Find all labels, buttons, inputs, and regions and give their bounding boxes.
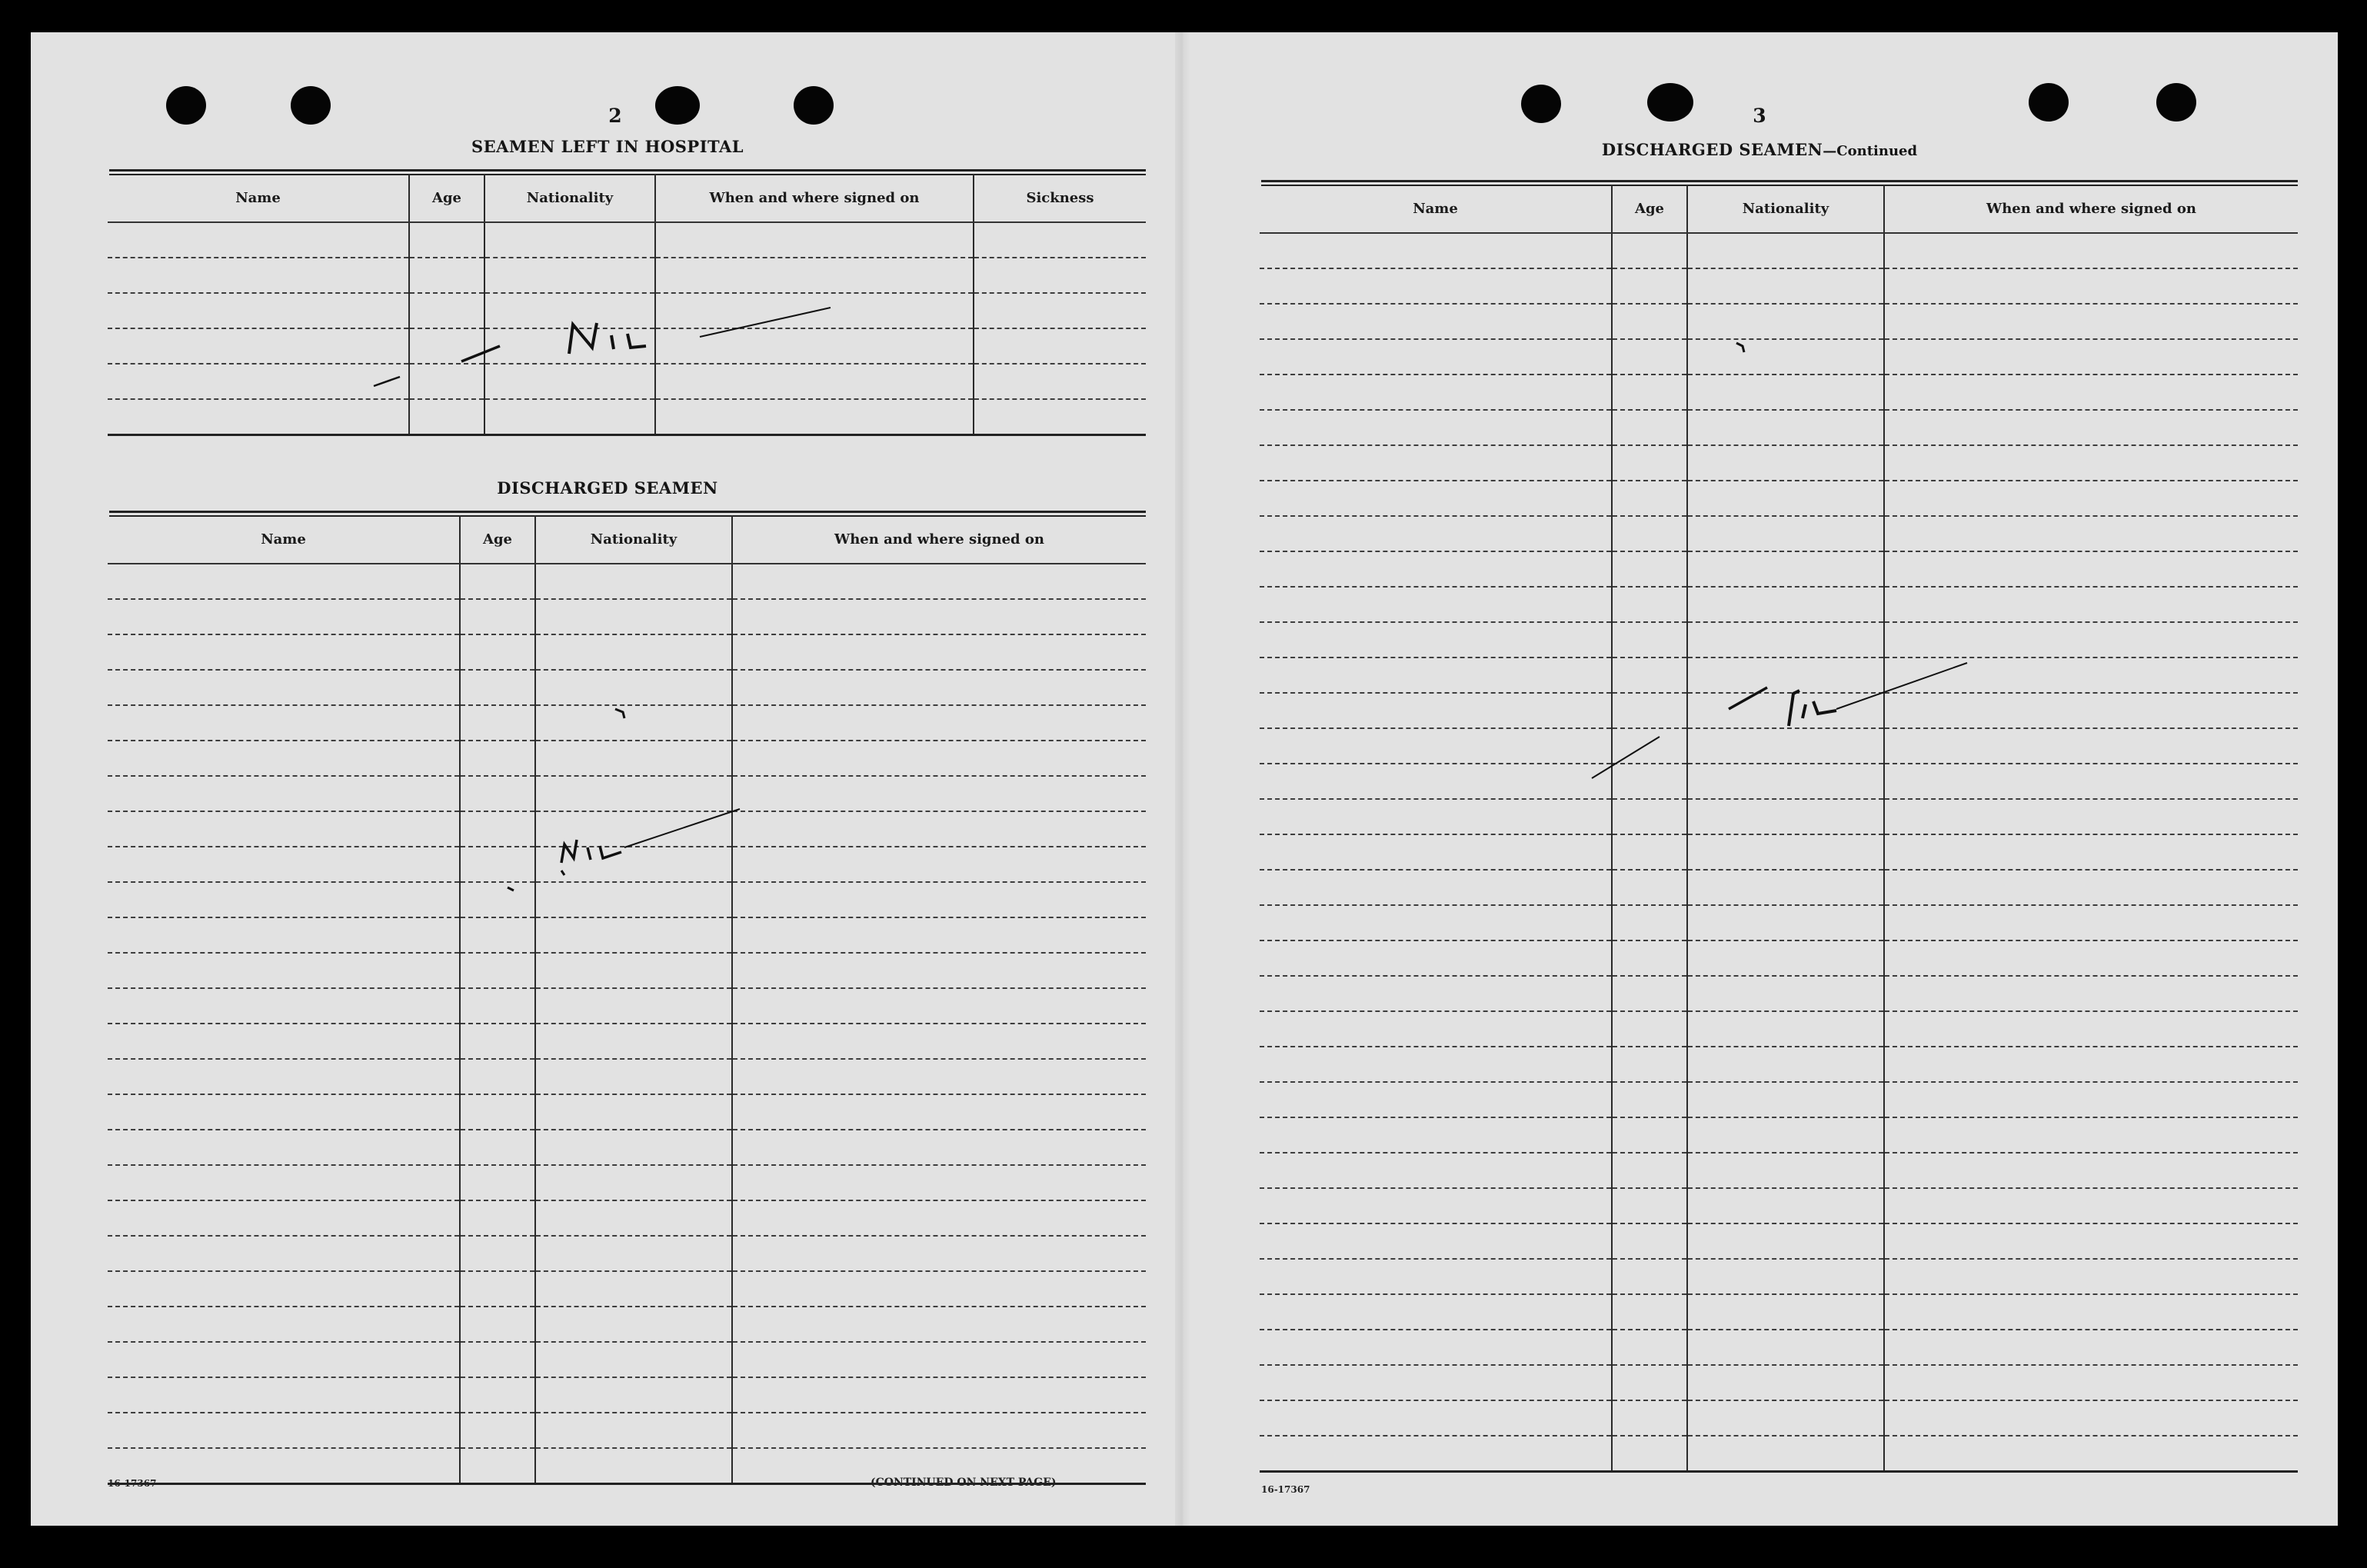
column-header: Age bbox=[1612, 185, 1687, 233]
blank-cell bbox=[1687, 1294, 1884, 1330]
blank-cell bbox=[1260, 1011, 1612, 1047]
blank-cell bbox=[1260, 1400, 1612, 1436]
column-header: Nationality bbox=[1687, 185, 1884, 233]
blank-cell bbox=[1612, 1294, 1687, 1330]
discharged-section-title: DISCHARGED SEAMEN bbox=[497, 478, 718, 498]
column-header: Name bbox=[108, 515, 460, 564]
blank-cell bbox=[974, 364, 1146, 399]
blank-cell bbox=[460, 1024, 535, 1059]
blank-cell bbox=[732, 1271, 1146, 1307]
punch-hole-icon bbox=[166, 86, 206, 125]
blank-cell bbox=[460, 1413, 535, 1448]
blank-cell bbox=[1884, 1117, 2298, 1153]
blank-cell bbox=[108, 1307, 460, 1342]
blank-cell bbox=[1260, 976, 1612, 1011]
punch-hole-icon bbox=[1521, 85, 1561, 123]
blank-cell bbox=[460, 1342, 535, 1377]
blank-cell bbox=[460, 953, 535, 988]
blank-cell bbox=[1884, 1294, 2298, 1330]
blank-cell bbox=[535, 1094, 732, 1130]
punch-hole-icon bbox=[1647, 83, 1693, 122]
blank-cell bbox=[1260, 1188, 1612, 1223]
blank-cell bbox=[732, 776, 1146, 811]
blank-cell bbox=[732, 1094, 1146, 1130]
blank-cell bbox=[535, 1236, 732, 1271]
blank-cell bbox=[1260, 693, 1612, 728]
table-row bbox=[1260, 1436, 2298, 1472]
blank-cell bbox=[1687, 1436, 1884, 1472]
blank-cell bbox=[535, 1448, 732, 1484]
blank-cell bbox=[108, 1342, 460, 1377]
punch-hole-icon bbox=[794, 86, 834, 125]
blank-cell bbox=[108, 1094, 460, 1130]
table-row bbox=[108, 1094, 1146, 1130]
table-row bbox=[108, 1377, 1146, 1413]
blank-cell bbox=[535, 1271, 732, 1307]
blank-cell bbox=[409, 222, 484, 258]
blank-cell bbox=[1260, 268, 1612, 304]
form-number: 16-17367 bbox=[1261, 1484, 1310, 1495]
blank-cell bbox=[732, 988, 1146, 1024]
blank-cell bbox=[460, 634, 535, 670]
blank-cell bbox=[535, 988, 732, 1024]
blank-cell bbox=[1687, 1365, 1884, 1400]
blank-cell bbox=[108, 1448, 460, 1484]
title-main: DISCHARGED SEAMEN bbox=[1601, 140, 1823, 159]
blank-cell bbox=[1612, 1153, 1687, 1188]
blank-cell bbox=[1687, 1011, 1884, 1047]
blank-cell bbox=[1612, 1400, 1687, 1436]
table-row bbox=[108, 1271, 1146, 1307]
blank-cell bbox=[1260, 940, 1612, 976]
table-row bbox=[1260, 870, 2298, 905]
table-row bbox=[1260, 233, 2298, 268]
blank-cell bbox=[974, 258, 1146, 293]
punch-hole-icon bbox=[655, 86, 700, 125]
table-row bbox=[108, 1059, 1146, 1094]
blank-cell bbox=[974, 222, 1146, 258]
blank-cell bbox=[1612, 905, 1687, 940]
column-header: When and where signed on bbox=[655, 174, 974, 222]
blank-cell bbox=[1884, 1011, 2298, 1047]
blank-cell bbox=[108, 399, 409, 435]
blank-cell bbox=[460, 1271, 535, 1307]
blank-cell bbox=[535, 917, 732, 953]
column-header: When and where signed on bbox=[732, 515, 1146, 564]
blank-cell bbox=[1612, 976, 1687, 1011]
blank-cell bbox=[1612, 1117, 1687, 1153]
blank-cell bbox=[732, 599, 1146, 634]
blank-cell bbox=[974, 399, 1146, 435]
blank-cell bbox=[1687, 233, 1884, 268]
blank-cell bbox=[108, 258, 409, 293]
table-row bbox=[1260, 1011, 2298, 1047]
blank-cell bbox=[535, 1059, 732, 1094]
blank-cell bbox=[1612, 233, 1687, 268]
blank-cell bbox=[732, 917, 1146, 953]
punch-hole-icon bbox=[2029, 83, 2069, 122]
blank-cell bbox=[1260, 1082, 1612, 1117]
blank-cell bbox=[1884, 1047, 2298, 1082]
blank-cell bbox=[732, 811, 1146, 847]
blank-cell bbox=[535, 1165, 732, 1200]
blank-cell bbox=[732, 1413, 1146, 1448]
blank-cell bbox=[460, 1130, 535, 1165]
blank-cell bbox=[108, 776, 460, 811]
blank-cell bbox=[108, 882, 460, 917]
table-row bbox=[108, 599, 1146, 634]
blank-cell bbox=[535, 599, 732, 634]
blank-cell bbox=[732, 670, 1146, 705]
blank-cell bbox=[1260, 799, 1612, 834]
blank-cell bbox=[1260, 1047, 1612, 1082]
table-row bbox=[108, 988, 1146, 1024]
blank-cell bbox=[732, 1200, 1146, 1236]
blank-cell bbox=[1260, 516, 1612, 551]
blank-cell bbox=[732, 564, 1146, 599]
blank-cell bbox=[1260, 764, 1612, 799]
hospital-section-title: SEAMEN LEFT IN HOSPITAL bbox=[471, 137, 744, 156]
blank-cell bbox=[1260, 657, 1612, 693]
table-row bbox=[108, 1024, 1146, 1059]
blank-cell bbox=[1687, 1223, 1884, 1259]
blank-cell bbox=[460, 1377, 535, 1413]
punch-hole-icon bbox=[2156, 83, 2196, 122]
table-row bbox=[1260, 1117, 2298, 1153]
table-row bbox=[1260, 1365, 2298, 1400]
blank-cell bbox=[1687, 268, 1884, 304]
blank-cell bbox=[1884, 1259, 2298, 1294]
blank-cell bbox=[732, 634, 1146, 670]
blank-cell bbox=[1884, 870, 2298, 905]
blank-cell bbox=[1884, 233, 2298, 268]
blank-cell bbox=[1260, 870, 1612, 905]
blank-cell bbox=[1687, 1188, 1884, 1223]
page-number: 3 bbox=[1753, 105, 1766, 127]
blank-cell bbox=[1260, 481, 1612, 516]
title-suffix: —Continued bbox=[1823, 143, 1918, 159]
blank-cell bbox=[1260, 551, 1612, 587]
blank-cell bbox=[732, 1165, 1146, 1200]
blank-cell bbox=[1612, 1011, 1687, 1047]
blank-cell bbox=[1884, 799, 2298, 834]
blank-cell bbox=[460, 564, 535, 599]
blank-cell bbox=[108, 1271, 460, 1307]
blank-cell bbox=[732, 741, 1146, 776]
blank-cell bbox=[108, 988, 460, 1024]
blank-cell bbox=[535, 1377, 732, 1413]
column-header: Name bbox=[108, 174, 409, 222]
blank-cell bbox=[1260, 1330, 1612, 1365]
blank-cell bbox=[108, 328, 409, 364]
blank-cell bbox=[1612, 834, 1687, 870]
blank-cell bbox=[974, 328, 1146, 364]
blank-cell bbox=[535, 1024, 732, 1059]
table-row bbox=[1260, 1047, 2298, 1082]
blank-cell bbox=[1884, 1188, 2298, 1223]
blank-cell bbox=[1260, 375, 1612, 410]
blank-cell bbox=[1884, 1153, 2298, 1188]
blank-cell bbox=[1260, 445, 1612, 481]
blank-cell bbox=[535, 1342, 732, 1377]
blank-cell bbox=[108, 222, 409, 258]
blank-cell bbox=[460, 1165, 535, 1200]
table-row bbox=[108, 1236, 1146, 1271]
right-page bbox=[1190, 32, 2338, 1526]
blank-cell bbox=[732, 1130, 1146, 1165]
table-row bbox=[1260, 1259, 2298, 1294]
blank-cell bbox=[1612, 870, 1687, 905]
blank-cell bbox=[1260, 622, 1612, 657]
table-row bbox=[108, 564, 1146, 599]
blank-cell bbox=[108, 953, 460, 988]
table-row bbox=[108, 917, 1146, 953]
blank-cell bbox=[1612, 799, 1687, 834]
blank-cell bbox=[1687, 834, 1884, 870]
blank-cell bbox=[1260, 1117, 1612, 1153]
table-row bbox=[1260, 268, 2298, 304]
table-row bbox=[108, 1342, 1146, 1377]
blank-cell bbox=[535, 1307, 732, 1342]
blank-cell bbox=[1260, 304, 1612, 339]
blank-cell bbox=[1687, 1330, 1884, 1365]
blank-cell bbox=[732, 1024, 1146, 1059]
table-row bbox=[108, 222, 1146, 258]
blank-cell bbox=[1612, 1330, 1687, 1365]
blank-cell bbox=[732, 1236, 1146, 1271]
blank-cell bbox=[460, 1448, 535, 1484]
blank-cell bbox=[1687, 940, 1884, 976]
blank-cell bbox=[460, 988, 535, 1024]
blank-cell bbox=[535, 1413, 732, 1448]
form-number: 16-17367 bbox=[108, 1478, 157, 1489]
blank-cell bbox=[108, 1130, 460, 1165]
blank-cell bbox=[108, 1024, 460, 1059]
blank-cell bbox=[535, 953, 732, 988]
table-row bbox=[108, 634, 1146, 670]
blank-cell bbox=[108, 811, 460, 847]
blank-cell bbox=[732, 882, 1146, 917]
blank-cell bbox=[460, 1200, 535, 1236]
blank-cell bbox=[1612, 268, 1687, 304]
blank-cell bbox=[1260, 339, 1612, 375]
blank-cell bbox=[1260, 587, 1612, 622]
blank-cell bbox=[1884, 1082, 2298, 1117]
blank-cell bbox=[732, 705, 1146, 741]
blank-cell bbox=[1687, 976, 1884, 1011]
blank-cell bbox=[1687, 1047, 1884, 1082]
blank-cell bbox=[1884, 1330, 2298, 1365]
blank-cell bbox=[1687, 1082, 1884, 1117]
blank-cell bbox=[1612, 1047, 1687, 1082]
blank-cell bbox=[108, 705, 460, 741]
blank-cell bbox=[1687, 1117, 1884, 1153]
blank-cell bbox=[1884, 1436, 2298, 1472]
discharged-continued-title bbox=[1483, 140, 2036, 159]
column-header: Sickness bbox=[974, 174, 1146, 222]
blank-cell bbox=[108, 1200, 460, 1236]
punch-hole-icon bbox=[291, 86, 331, 125]
blank-cell bbox=[1687, 799, 1884, 834]
blank-cell bbox=[535, 634, 732, 670]
blank-cell bbox=[732, 847, 1146, 882]
blank-cell bbox=[1612, 1436, 1687, 1472]
column-header: Name bbox=[1260, 185, 1612, 233]
blank-cell bbox=[1260, 1259, 1612, 1294]
table-row bbox=[1260, 834, 2298, 870]
table-row bbox=[1260, 940, 2298, 976]
blank-cell bbox=[1260, 905, 1612, 940]
blank-cell bbox=[655, 222, 974, 258]
blank-cell bbox=[1884, 268, 2298, 304]
blank-cell bbox=[108, 1059, 460, 1094]
ledger-sheet bbox=[31, 32, 2338, 1526]
page-number: 2 bbox=[608, 105, 622, 127]
blank-cell bbox=[974, 293, 1146, 328]
handwritten-nil-mark bbox=[492, 694, 754, 917]
blank-cell bbox=[1260, 1436, 1612, 1472]
table-row bbox=[108, 1307, 1146, 1342]
column-header: Nationality bbox=[535, 515, 732, 564]
blank-cell bbox=[460, 1059, 535, 1094]
blank-cell bbox=[732, 1377, 1146, 1413]
blank-cell bbox=[108, 293, 409, 328]
blank-cell bbox=[1884, 976, 2298, 1011]
table-row bbox=[108, 953, 1146, 988]
blank-cell bbox=[1260, 1294, 1612, 1330]
table-row bbox=[1260, 1223, 2298, 1259]
blank-cell bbox=[1884, 1400, 2298, 1436]
blank-cell bbox=[108, 634, 460, 670]
blank-cell bbox=[1884, 905, 2298, 940]
table-row bbox=[108, 1413, 1146, 1448]
blank-cell bbox=[535, 1130, 732, 1165]
blank-cell bbox=[108, 1236, 460, 1271]
blank-cell bbox=[1260, 1153, 1612, 1188]
blank-cell bbox=[1612, 1259, 1687, 1294]
blank-cell bbox=[1687, 1259, 1884, 1294]
blank-cell bbox=[108, 741, 460, 776]
blank-cell bbox=[1687, 1400, 1884, 1436]
blank-cell bbox=[1884, 834, 2298, 870]
blank-cell bbox=[460, 1307, 535, 1342]
blank-cell bbox=[1687, 870, 1884, 905]
blank-cell bbox=[1612, 940, 1687, 976]
table-row bbox=[1260, 976, 2298, 1011]
table-row bbox=[1260, 1294, 2298, 1330]
blank-cell bbox=[1884, 940, 2298, 976]
left-page bbox=[31, 32, 1175, 1526]
blank-cell bbox=[108, 670, 460, 705]
blank-cell bbox=[1260, 1223, 1612, 1259]
blank-cell bbox=[1612, 1365, 1687, 1400]
blank-cell bbox=[108, 917, 460, 953]
blank-cell bbox=[1260, 410, 1612, 445]
blank-cell bbox=[1884, 1223, 2298, 1259]
table-row bbox=[1260, 1188, 2298, 1223]
continued-note: (CONTINUED ON NEXT PAGE) bbox=[871, 1476, 1057, 1489]
blank-cell bbox=[1612, 1188, 1687, 1223]
blank-cell bbox=[535, 1200, 732, 1236]
blank-cell bbox=[460, 1236, 535, 1271]
table-row bbox=[1260, 905, 2298, 940]
page-fold bbox=[1175, 32, 1190, 1526]
discharged-table bbox=[108, 515, 1146, 1485]
blank-cell bbox=[732, 1342, 1146, 1377]
handwritten-nil-mark bbox=[369, 263, 846, 417]
blank-cell bbox=[108, 599, 460, 634]
handwritten-nil-mark bbox=[1575, 301, 1975, 778]
blank-cell bbox=[460, 599, 535, 634]
blank-cell bbox=[1260, 728, 1612, 764]
blank-cell bbox=[108, 1165, 460, 1200]
blank-cell bbox=[108, 847, 460, 882]
blank-cell bbox=[732, 1059, 1146, 1094]
table-row bbox=[108, 1200, 1146, 1236]
column-header: When and where signed on bbox=[1884, 185, 2298, 233]
blank-cell bbox=[1687, 905, 1884, 940]
blank-cell bbox=[1884, 1365, 2298, 1400]
blank-cell bbox=[1260, 233, 1612, 268]
blank-cell bbox=[1612, 1223, 1687, 1259]
blank-cell bbox=[535, 564, 732, 599]
blank-cell bbox=[460, 917, 535, 953]
blank-cell bbox=[1612, 1082, 1687, 1117]
column-header: Age bbox=[460, 515, 535, 564]
blank-cell bbox=[108, 564, 460, 599]
column-header: Nationality bbox=[484, 174, 655, 222]
blank-cell bbox=[732, 1307, 1146, 1342]
table-row bbox=[1260, 799, 2298, 834]
table-row bbox=[108, 1130, 1146, 1165]
blank-cell bbox=[484, 222, 655, 258]
column-header: Age bbox=[409, 174, 484, 222]
blank-cell bbox=[108, 364, 409, 399]
table-row bbox=[108, 1165, 1146, 1200]
blank-cell bbox=[108, 1377, 460, 1413]
blank-cell bbox=[460, 1094, 535, 1130]
blank-cell bbox=[1260, 1365, 1612, 1400]
blank-cell bbox=[1687, 1153, 1884, 1188]
table-row bbox=[1260, 1082, 2298, 1117]
blank-cell bbox=[732, 953, 1146, 988]
blank-cell bbox=[108, 1413, 460, 1448]
table-row bbox=[1260, 1153, 2298, 1188]
table-row bbox=[1260, 1330, 2298, 1365]
blank-cell bbox=[1260, 834, 1612, 870]
table-row bbox=[1260, 1400, 2298, 1436]
